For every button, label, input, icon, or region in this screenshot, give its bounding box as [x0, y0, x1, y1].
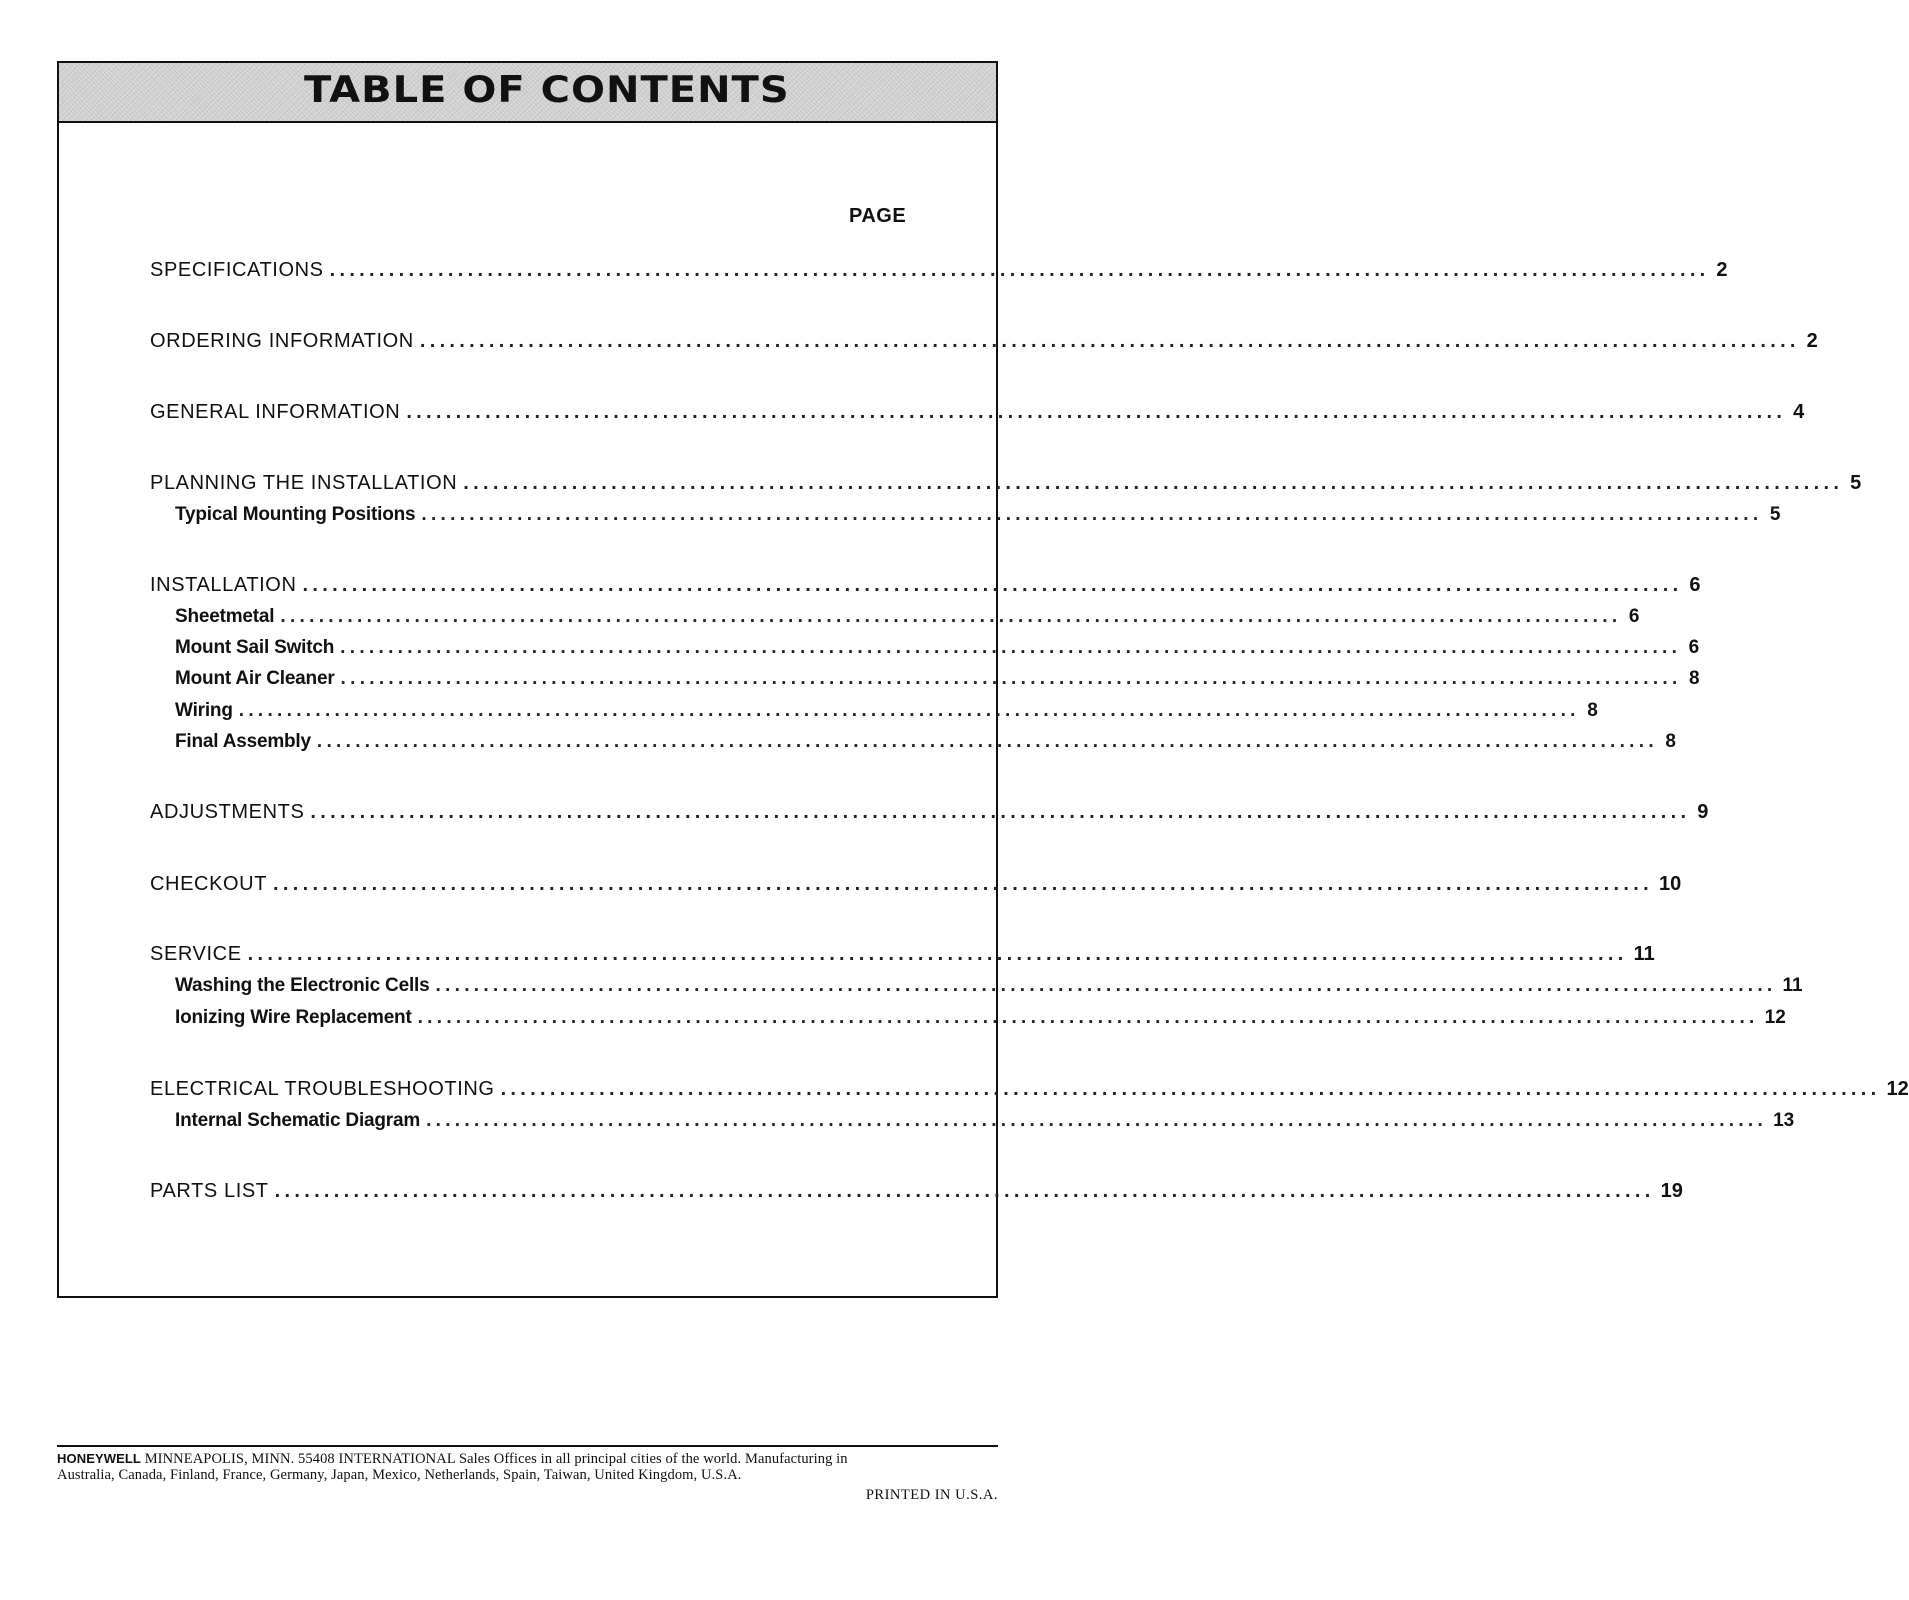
toc-entry-page: 11 [1782, 975, 1803, 996]
dot-leader: ............................................................................................................................................ [247, 943, 1628, 965]
toc-entry-title: SPECIFICATIONS [150, 259, 324, 281]
dot-leader: ............................................................................................................................................ [463, 472, 1844, 494]
title-band [59, 63, 996, 123]
toc-subentry-washing-the-electronic-cells [175, 973, 1803, 999]
toc-entry-page: 13 [1773, 1110, 1795, 1131]
toc-subentry-internal-schematic-diagram [175, 1108, 1795, 1134]
toc-entry-title: ORDERING INFORMATION [150, 330, 414, 352]
dot-leader: ............................................................................................................................................ [302, 574, 1683, 596]
dot-leader: ............................................................................................................................................ [419, 330, 1800, 352]
dot-leader: ............................................................................................................................................ [406, 401, 1787, 423]
toc-entry-page: 8 [1587, 700, 1598, 721]
dot-leader: ............................................................................................................................................ [329, 259, 1710, 281]
toc-subentry-wiring [175, 698, 1598, 724]
toc-subentry-mount-air-cleaner [175, 666, 1700, 692]
toc-entry-parts-list [150, 1178, 1683, 1204]
toc-entry-ordering-information [150, 328, 1818, 354]
toc-entry-installation [150, 572, 1701, 598]
toc-entry-page: 8 [1665, 731, 1676, 752]
toc-entry-planning-the-installation [150, 470, 1862, 496]
dot-leader: ............................................................................................................................................ [280, 606, 1622, 627]
dot-leader: ............................................................................................................................................ [500, 1078, 1881, 1100]
toc-entry-title: CHECKOUT [150, 873, 268, 895]
toc-subentry-ionizing-wire-replacement [175, 1005, 1786, 1031]
dot-leader: ............................................................................................................................................ [310, 801, 1691, 823]
toc-entry-checkout [150, 871, 1682, 897]
toc-entry-page: 6 [1628, 606, 1640, 627]
dot-leader: ............................................................................................................................................ [426, 1110, 1768, 1131]
footer-printed-in: PRINTED IN U.S.A. [865, 1487, 998, 1503]
footer-address: MINNEAPOLIS, MINN. 55408 INTERNATIONAL Sales Offices in all principal cities of the world. Manufacturing in [144, 1451, 848, 1467]
toc-entry-title: ELECTRICAL TROUBLESHOOTING [150, 1078, 495, 1100]
toc-entry-title: PARTS LIST [150, 1180, 269, 1202]
toc-entry-page: 5 [1769, 504, 1781, 525]
toc-entry-page: 8 [1689, 668, 1700, 689]
toc-entry-page: 2 [1716, 259, 1728, 281]
toc-entry-title: ADJUSTMENTS [150, 801, 305, 823]
toc-entry-page: 5 [1850, 472, 1862, 494]
dot-leader: ............................................................................................................................................ [340, 637, 1682, 658]
toc-entry-title: Mount Sail Switch [175, 637, 335, 658]
toc-entry-general-information [150, 399, 1805, 425]
toc-entry-title: SERVICE [150, 943, 242, 965]
toc-entry-title: Ionizing Wire Replacement [175, 1007, 412, 1028]
toc-entry-title: Internal Schematic Diagram [175, 1110, 421, 1131]
toc-subentry-typical-mounting-positions [175, 502, 1781, 528]
toc-entry-page: 4 [1793, 401, 1805, 423]
toc-entry-page: 6 [1688, 637, 1700, 658]
dot-leader: ............................................................................................................................................ [316, 731, 1658, 752]
toc-entry-service [150, 941, 1655, 967]
toc-entry-page: 12 [1886, 1078, 1909, 1100]
toc-subentry-sheetmetal [175, 604, 1640, 630]
toc-entry-adjustments [150, 799, 1709, 825]
toc-entry-specifications [150, 257, 1728, 283]
toc-entry-title: Mount Air Cleaner [175, 668, 335, 689]
toc-entry-title: Washing the Electronic Cells [175, 975, 430, 996]
toc-entry-title: Sheetmetal [175, 606, 275, 627]
toc-entry-page: 11 [1633, 943, 1655, 965]
toc-subentry-mount-sail-switch [175, 635, 1700, 661]
toc-entry-title: Typical Mounting Positions [175, 504, 416, 525]
toc-entry-page: 10 [1658, 873, 1682, 895]
toc-entry-page: 19 [1660, 1180, 1683, 1202]
footer-line-2: Australia, Canada, Finland, France, Germany, Japan, Mexico, Netherlands, Spain, Taiwan, United Kingdom, U.S.A. [57, 1467, 742, 1483]
dot-leader: ............................................................................................................................................ [421, 504, 1763, 525]
toc-entry-page: 6 [1689, 574, 1701, 596]
dot-leader: ............................................................................................................................................ [273, 873, 1653, 895]
dot-leader: ............................................................................................................................................ [435, 975, 1777, 996]
page-title: TABLE OF CONTENTS [304, 69, 790, 112]
toc-entry-title: GENERAL INFORMATION [150, 401, 401, 423]
toc-entry-page: 2 [1806, 330, 1818, 352]
page-column-heading: PAGE [849, 205, 907, 227]
page-footer [57, 1445, 998, 1503]
toc-entry-title: Final Assembly [175, 731, 311, 752]
toc-entry-title: PLANNING THE INSTALLATION [150, 472, 458, 494]
toc-entry-title: Wiring [175, 700, 233, 721]
dot-leader: ............................................................................................................................................ [417, 1007, 1759, 1028]
dot-leader: ............................................................................................................................................ [274, 1180, 1655, 1202]
footer-company: HONEYWELL [57, 1451, 141, 1466]
toc-entry-electrical-troubleshooting [150, 1076, 1909, 1102]
toc-entry-title: INSTALLATION [150, 574, 297, 596]
toc-entry-page: 12 [1764, 1007, 1786, 1028]
dot-leader: ............................................................................................................................................ [340, 668, 1682, 689]
dot-leader: ............................................................................................................................................ [238, 700, 1580, 721]
footer-line-1 [57, 1451, 998, 1467]
toc-entry-page: 9 [1697, 801, 1709, 823]
toc-subentry-final-assembly [175, 729, 1676, 755]
